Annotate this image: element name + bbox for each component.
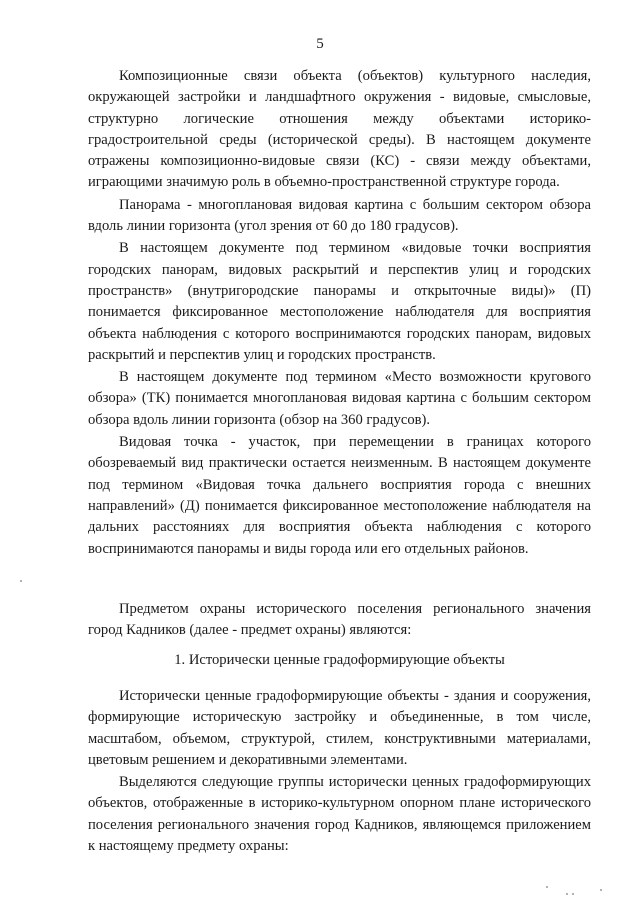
definitions-section (88, 66, 591, 561)
paragraph-distant-view: Видовая точка - участок, при перемещении в границах которого обозреваемый вид практически остается неизменным. В настоящем документе под термином «Видовая точка дальнего восприятия города с внешних направлений» (Д) понимается фиксированное местоположение наблюдателя на дальних расстояниях для восприятия объекта наблюдения с которого воспринимаются панорамы и виды города или его отдельных районов. (88, 434, 591, 557)
scan-speck (572, 893, 574, 895)
paragraph-circular-view: В настоящем документе под термином «Место возможности кругового обзора» (ТК) понимается многоплановая видовая картина с большим сектором обзора вдоль линии горизонта (обзор на 360 градусов). (88, 369, 591, 428)
scan-speck (600, 889, 602, 891)
section-heading: 1. Исторически ценные градоформирующие объекты (174, 652, 505, 668)
page-number: 5 (316, 36, 324, 52)
scan-speck (546, 886, 548, 888)
paragraph-historic-objects: Исторически ценные градоформирующие объекты - здания и сооружения, формирующие историческую застройку и объединенные, в том числе, масштабом, объемом, структурой, стилем, конструктивными материалами, цветовым решением и декоративными элементами. (88, 688, 591, 768)
paragraph-view-points: В настоящем документе под термином «видовые точки восприятия городских панорам, видовых раскрытий и перспектив улиц и городских пространств» (внутригородские панорамы и открыточные виды)» (П) понимается фиксированное местоположение наблюдателя для восприятия объекта наблюдения с которого воспринимаются городских панорам, видовых раскрытий и перспектив улиц и городских пространств. (88, 240, 591, 363)
scan-speck (20, 580, 22, 582)
paragraph-panorama: Панорама - многоплановая видовая картина с большим сектором обзора вдоль линии горизонта (угол зрения от 60 до 180 градусов). (88, 196, 591, 235)
paragraph-protection-subject: Предметом охраны исторического поселения регионального значения город Кадников (далее - предмет охраны) являются: (88, 601, 591, 639)
historic-objects-section (88, 686, 591, 858)
scan-speck (566, 893, 568, 895)
protection-intro (88, 599, 591, 643)
paragraph-object-groups: Выделяются следующие группы исторически ценных градоформирующих объектов, отображенные в историко-культурном опорном плане исторического поселения регионального значения город Кадников, являющемся приложением к настоящему предмету охраны: (88, 774, 591, 855)
paragraph-composition-links: Композиционные связи объекта (объектов) культурного наследия, окружающей застройки и ландшафтного окружения - видовые, смысловые, структурно логические отношения между объектами историко-градостроительной среды (исторической среды). В настоящем документе отражены композиционно-видовые связи (КС) - связи между объектами, играющими значимую роль в объемно-пространственной структуре города. (88, 68, 591, 191)
